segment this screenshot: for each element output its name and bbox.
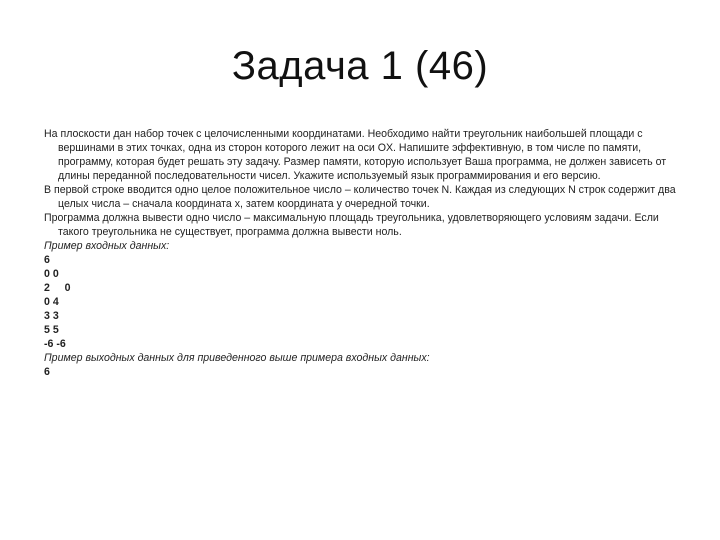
input-format: В первой строке вводится одно целое положительное число – количество точек N. Каждая из следующих N строк содержит два целых числа – сначала координата x, затем координата y очередной точки. [44, 184, 676, 210]
input-line: 0 0 [44, 268, 59, 280]
input-line: -6 -6 [44, 338, 66, 350]
input-line: 5 5 [44, 324, 59, 336]
slide-title: Задача 1 (46) [231, 44, 489, 88]
input-example-label: Пример входных данных: [44, 240, 170, 252]
input-line: 6 [44, 254, 50, 266]
input-line: 3 3 [44, 310, 59, 322]
output-example-label: Пример выходных данных для приведенного выше примера входных данных: [44, 352, 430, 364]
input-line: 0 4 [44, 296, 59, 308]
input-line: 2 0 [44, 282, 71, 294]
slide-content [44, 127, 684, 379]
output-format: Программа должна вывести одно число – максимальную площадь треугольника, удовлетворяющего условиям задачи. Если такого треугольника не существует, программа должна вывести ноль. [44, 212, 659, 238]
output-line: 6 [44, 366, 50, 378]
problem-statement: На плоскости дан набор точек с целочисленными координатами. Необходимо найти треугольник наибольшей площади с вершинами в этих точках, одна из сторон которого лежит на оси OX. Напишите эффективную, в том числе по памяти, программу, которая будет решать эту задачу. Размер памяти, которую использует Ваша программа, не должен зависеть от длины переданной последовательности чисел. Укажите используемый язык программирования и его версию. [44, 128, 667, 182]
